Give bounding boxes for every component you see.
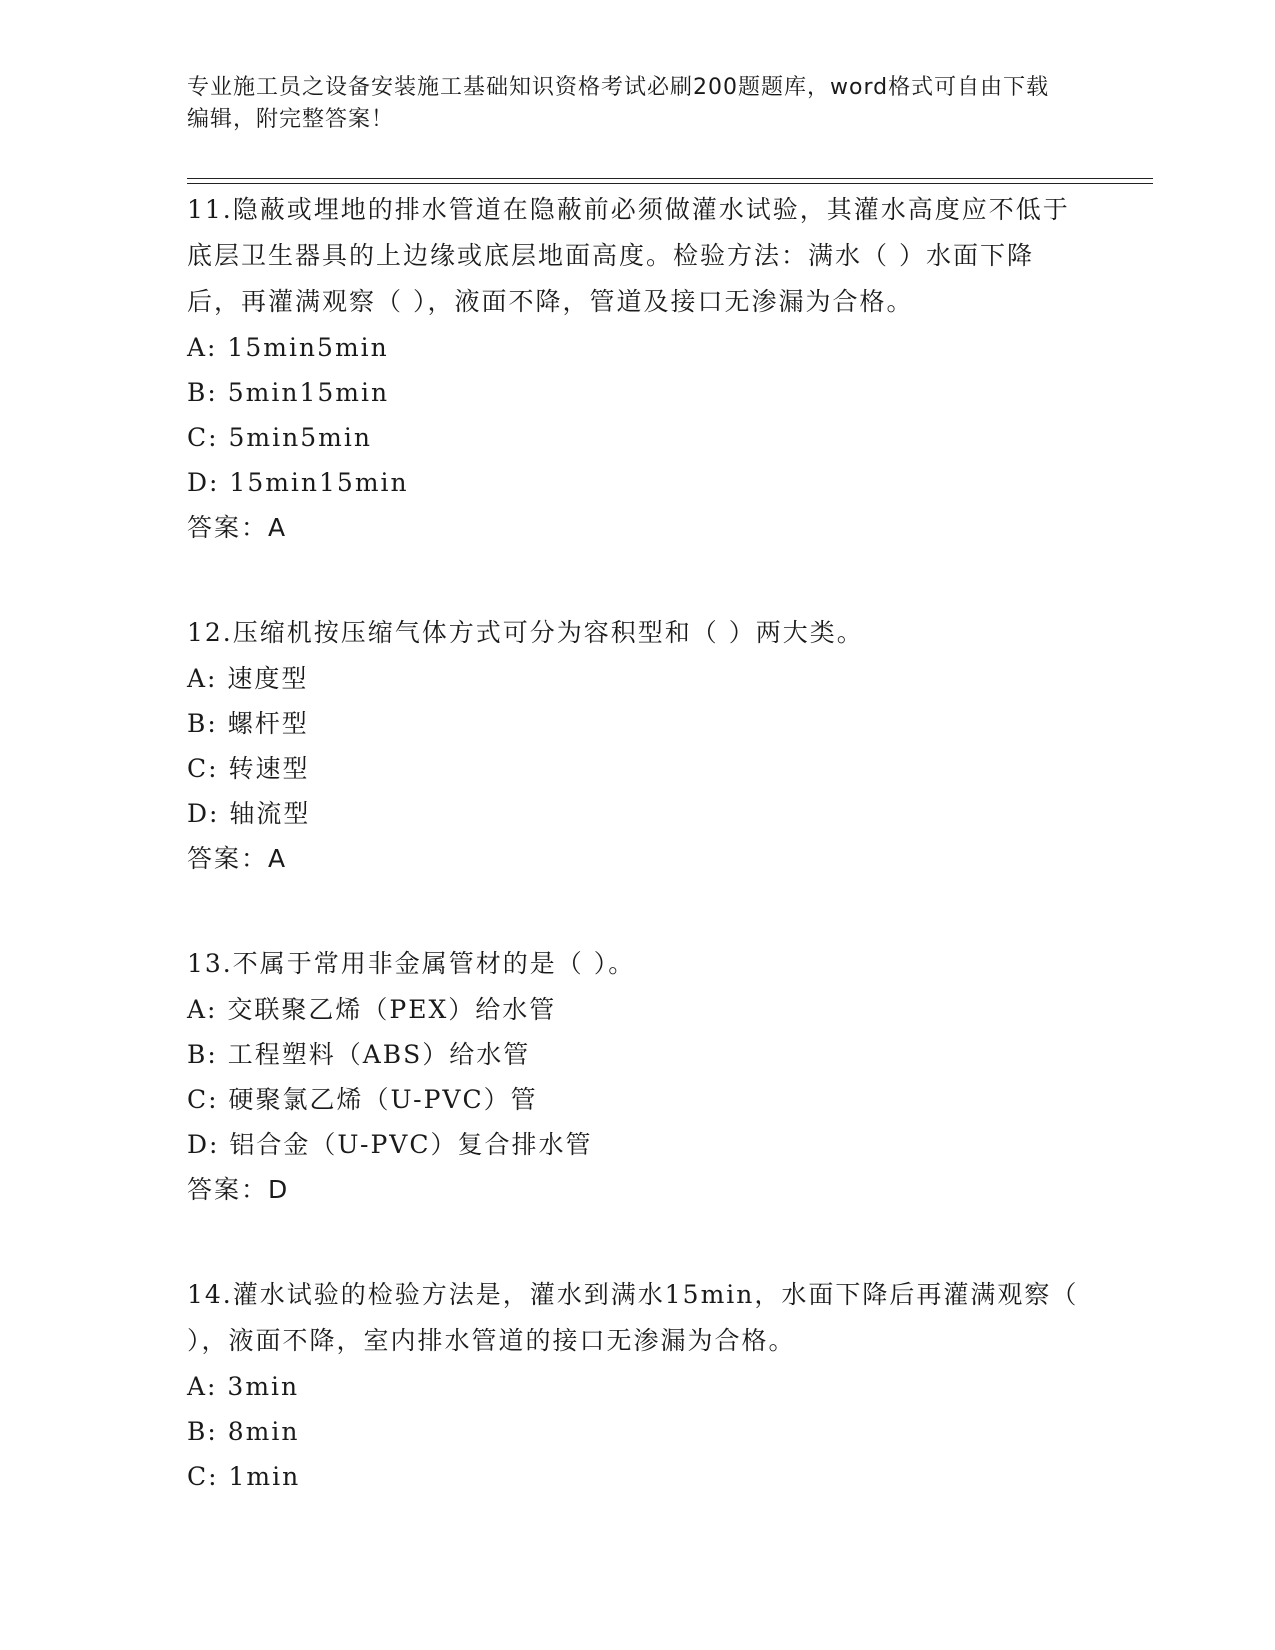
option-b: B: 螺杆型: [187, 709, 309, 738]
question-13: [187, 941, 1087, 1212]
question-11: [187, 187, 1087, 550]
answer-label: 答案：A: [187, 513, 288, 542]
option-b: B: 8min: [187, 1417, 300, 1446]
header-divider-top: [187, 178, 1153, 179]
option-c: C: 1min: [187, 1462, 301, 1491]
option-a: A: 速度型: [187, 664, 309, 693]
option-d: D: 铝合金（U-PVC）复合排水管: [187, 1130, 593, 1159]
option-c: C: 硬聚氯乙烯（U-PVC）管: [187, 1085, 538, 1114]
question-text: 14.灌水试验的检验方法是，灌水到满水15min，水面下降后再灌满观察（ ），液面不降，室内排水管道的接口无渗漏为合格。: [187, 1280, 1079, 1355]
question-12: [187, 610, 1087, 881]
document-intro: 专业施工员之设备安装施工基础知识资格考试必刷200题题库，word格式可自由下载编辑，附完整答案！: [187, 75, 1050, 132]
question-14: [187, 1272, 1087, 1499]
question-text: 13.不属于常用非金属管材的是（ ）。: [187, 949, 636, 978]
header-divider-bottom: [187, 183, 1153, 184]
option-b: B: 工程塑料（ABS）给水管: [187, 1040, 531, 1069]
option-a: A: 3min: [187, 1372, 300, 1401]
option-a: A: 交联聚乙烯（PEX）给水管: [187, 995, 557, 1024]
answer-label: 答案：D: [187, 1175, 290, 1204]
question-list: [187, 187, 1087, 1559]
option-b: B: 5min15min: [187, 378, 390, 407]
option-c: C: 转速型: [187, 754, 310, 783]
question-text: 12.压缩机按压缩气体方式可分为容积型和（ ）两大类。: [187, 618, 864, 647]
option-d: D: 轴流型: [187, 799, 311, 828]
option-a: A: 15min5min: [187, 333, 389, 362]
answer-label: 答案：A: [187, 844, 288, 873]
option-d: D: 15min15min: [187, 468, 409, 497]
question-text: 11.隐蔽或埋地的排水管道在隐蔽前必须做灌水试验，其灌水高度应不低于底层卫生器具的上边缘或底层地面高度。检验方法：满水（ ）水面下降后，再灌满观察（ ），液面不降，管道及接口无渗漏为合格。: [187, 195, 1070, 316]
option-c: C: 5min5min: [187, 423, 372, 452]
